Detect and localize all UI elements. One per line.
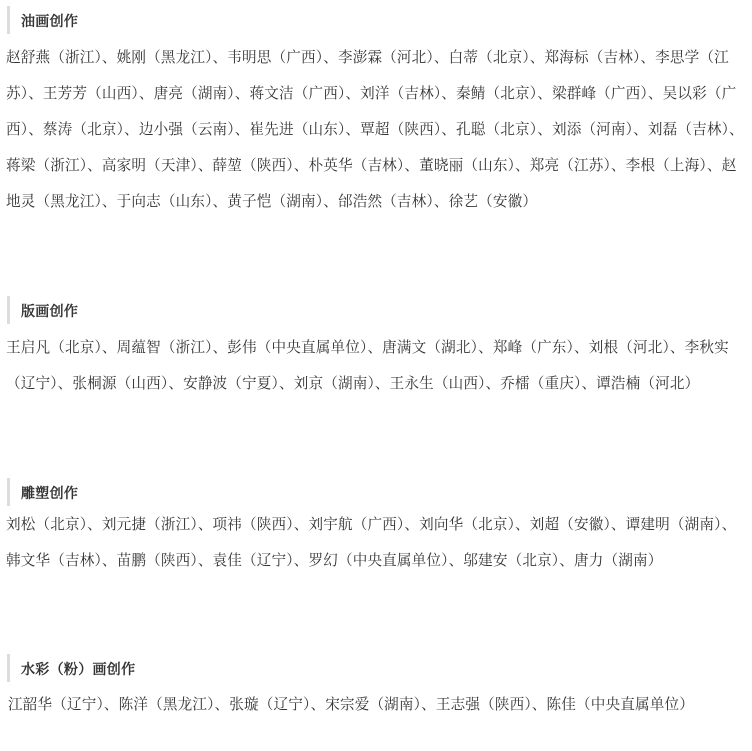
section-heading [7,6,747,34]
section-heading [7,296,747,324]
section-heading-text: 水彩（粉）画创作 [21,662,136,678]
section-heading [7,654,747,682]
section-heading-text: 版画创作 [21,304,79,320]
artist-list: 王启凡（北京）、周蕴智（浙江）、彭伟（中央直属单位）、唐满文（湖北）、郑峰（广东）、刘根（河北）、李秋实（辽宁）、张桐源（山西）、安静波（宁夏）、刘京（湖南）、王永生（山西）、乔檑（重庆）、谭浩楠（河北） [6,339,729,392]
artist-list: 刘松（北京）、刘元捷（浙江）、项祎（陕西）、刘宇航（广西）、刘向华（北京）、刘超（安徽）、谭建明（湖南）、韩文华（吉林）、苗鹏（陕西）、袁佳（辽宁）、罗幻（中央直属单位）、邬建安（北京）、唐力（湖南） [6,516,737,569]
section-heading-text: 雕塑创作 [21,486,79,502]
section-heading [7,478,747,506]
section-heading-text: 油画创作 [21,14,79,30]
artist-list: 江韶华（辽宁）、陈洋（黑龙江）、张璇（辽宁）、宋宗爱（湖南）、王志强（陕西）、陈佳（中央直属单位） [8,696,694,713]
artist-list: 赵舒燕（浙江）、姚刚（黑龙江）、韦明思（广西）、李澎霖（河北）、白蒂（北京）、郑海标（吉林）、李思学（江苏）、王芳芳（山西）、唐亮（湖南）、蒋文洁（广西）、刘洋（吉林）、秦鲭（北京）、梁群峰（广西）、吴以彩（广西）、蔡涛（北京）、边小强（云南）、崔先进（山东）、覃超（陕西）、孔聪（北京）、刘添（河南）、刘磊（吉林）、蒋梁（浙江）、高家明（天津）、薛堃（陕西）、朴英华（吉林）、董晓丽（山东）、郑亮（江苏）、李根（上海）、赵地灵（黑龙江）、于向志（山东）、黄子恺（湖南）、邰浩然（吉林）、徐艺（安徽） [6,49,744,210]
